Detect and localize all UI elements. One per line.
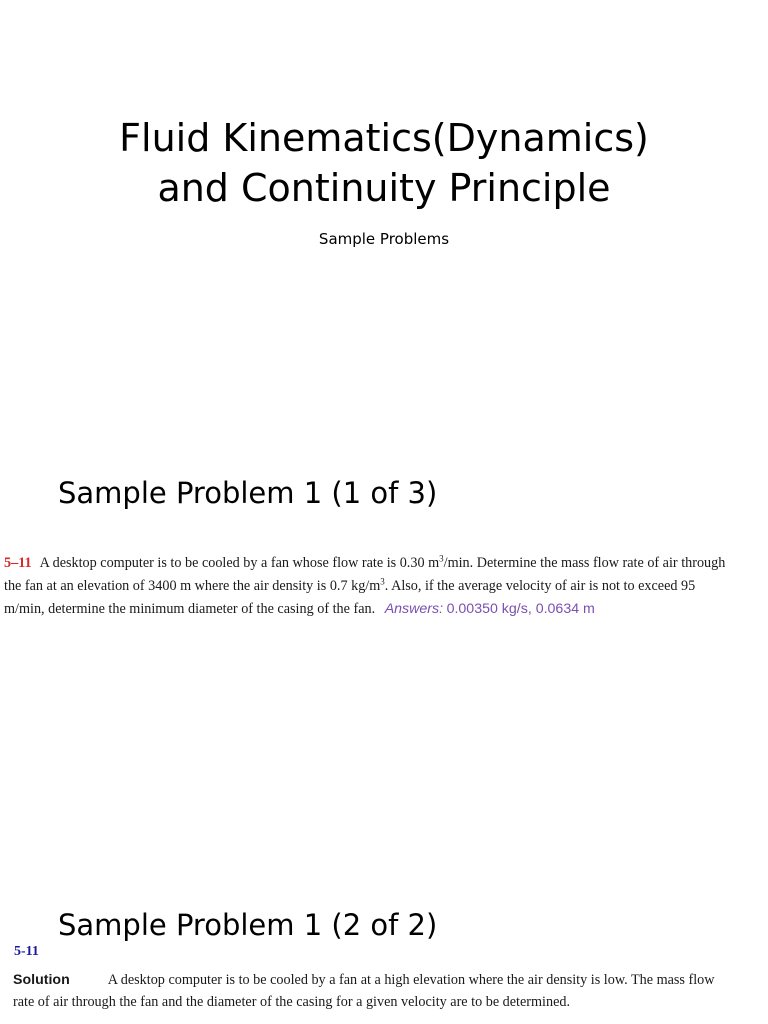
title-line-1: Fluid Kinematics(Dynamics) <box>119 116 649 160</box>
problem-line-1: 5–11 A desktop computer is to be cooled by a fan whose flow rate is 0.30 $m^3/\min$. Determine the mass flow rate of air through <box>4 553 726 571</box>
title-slide <box>0 0 768 432</box>
solution-problem-number: 5-11 <box>14 944 39 959</box>
solution-line-1: Solution A desktop computer is to be cooled by a fan at a high elevation where the air density is low. The mass flow <box>13 972 715 988</box>
solution-text <box>13 969 765 1013</box>
subtitle: Sample Problems <box>318 230 450 248</box>
problem-line-2: the fan at an elevation of 3400 m where the air density is 0.7 $kg/m^3$. Also, if the average velocity of air is not to exceed 95 <box>4 576 696 594</box>
solution-line-2: rate of air through the fan and the diameter of the casing for a given velocity are to be determined. <box>13 994 571 1010</box>
problem-number: 5–11 <box>4 555 32 571</box>
slide3-heading: Sample Problem 1 (2 of 2) <box>58 908 438 942</box>
problem-statement <box>4 552 766 621</box>
solution-label: Solution <box>13 972 70 988</box>
title-line-2: and Continuity Principle <box>157 166 611 210</box>
slide2-heading: Sample Problem 1 (1 of 3) <box>58 476 438 510</box>
problem-line-3: m/min, determine the minimum diameter of the casing of the fan. Answers: 0.00350 kg/s, 0.0634 m <box>4 601 595 617</box>
answers-label: Answers: <box>384 601 444 617</box>
answers-values: 0.00350 kg/s, 0.0634 m <box>446 601 595 617</box>
